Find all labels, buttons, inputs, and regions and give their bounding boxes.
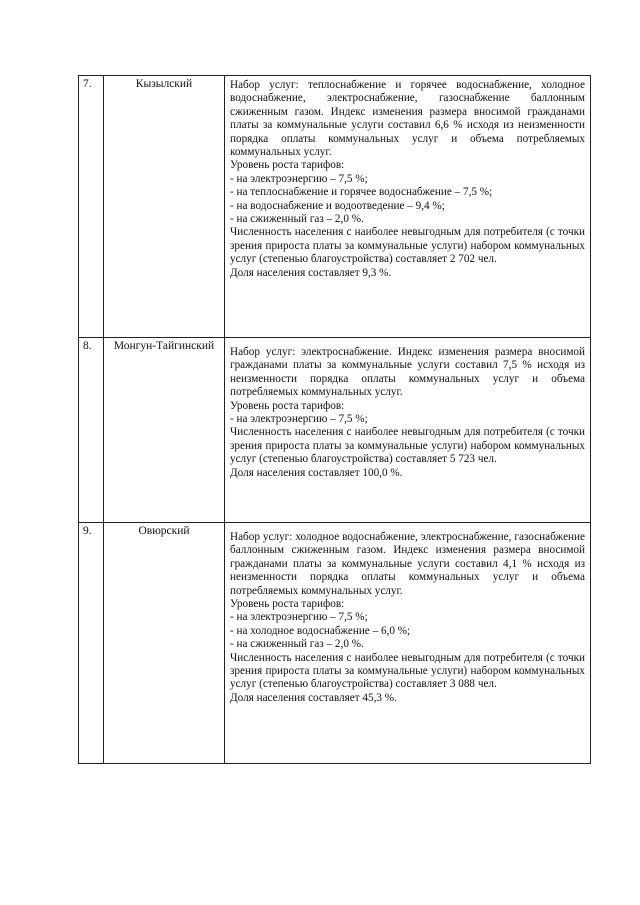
tariff-heading: Уровень роста тарифов:	[230, 598, 345, 611]
district-name: Овюрский	[104, 523, 225, 764]
population-text: Численность населения с наиболее невыгодным для потребителя (с точки зрения прироста платы за коммунальные услуги) набором коммунальных услуг (степенью благоустройства) составляет 3 088 чел.	[230, 651, 585, 691]
table-row	[79, 523, 591, 764]
tariff-item: - на водоснабжение и водоотведение – 9,4 %;	[230, 199, 445, 212]
services-text: Набор услуг: холодное водоснабжение, электроснабжение, газоснабжение баллонным сжиженным газом. Индекс изменения размера вносимой гражданами платы за коммунальные услуги составил 4,1 % исходя из неизменности порядка оплаты коммунальных услуг и объема потребляемых коммунальных услуг.	[230, 531, 585, 597]
population-text: Численность населения с наиболее невыгодным для потребителя (с точки зрения прироста платы за коммунальные услуги) набором коммунальных услуг (степенью благоустройства) составляет 2 702 чел.	[230, 226, 585, 266]
row-number: 8.	[79, 338, 104, 523]
population-share: Доля населения составляет 45,3 %.	[230, 691, 397, 704]
tariff-heading: Уровень роста тарифов:	[230, 159, 345, 172]
population-text: Численность населения с наиболее невыгодным для потребителя (с точки зрения прироста платы за коммунальные услуги) набором коммунальных услуг (степенью благоустройства) составляет 5 723 чел.	[230, 426, 585, 466]
tariff-table	[78, 75, 591, 764]
district-name: Монгун-Тайгинский	[104, 338, 225, 523]
tariff-item: - на электроэнергию – 7,5 %;	[230, 611, 368, 624]
tariff-item: - на электроэнергию – 7,5 %;	[230, 172, 368, 185]
tariff-item: - на электроэнергию – 7,5 %;	[230, 413, 368, 426]
tariff-heading: Уровень роста тарифов:	[230, 399, 345, 412]
row-description	[225, 76, 591, 338]
table-row	[79, 76, 591, 338]
services-text: Набор услуг: электроснабжение. Индекс изменения размера вносимой гражданами платы за коммунальные услуги составил 7,5 % исходя из неизменности порядка оплаты коммунальных услуг и объема потребляемых коммунальных услуг.	[230, 346, 585, 399]
row-description	[225, 338, 591, 523]
services-text: Набор услуг: теплоснабжение и горячее водоснабжение, холодное водоснабжение, электроснабжение, газоснабжение баллонным сжиженным газом. Индекс изменения размера вносимой гражданами платы за коммунальные услуги составил 6,6 % исходя из неизменности порядка оплаты коммунальных услуг и объема потребляемых коммунальных услуг.	[230, 79, 585, 159]
row-number: 7.	[79, 76, 104, 338]
population-share: Доля населения составляет 100,0 %.	[230, 466, 403, 479]
district-name: Кызылский	[104, 76, 225, 338]
tariff-item: - на холодное водоснабжение – 6,0 %;	[230, 624, 411, 637]
tariff-item: - на сжиженный газ – 2,0 %.	[230, 213, 364, 226]
row-number: 9.	[79, 523, 104, 764]
row-description	[225, 523, 591, 764]
tariff-item: - на теплоснабжение и горячее водоснабжение – 7,5 %;	[230, 186, 493, 199]
table-row	[79, 338, 591, 523]
tariff-item: - на сжиженный газ – 2,0 %.	[230, 638, 364, 651]
population-share: Доля населения составляет 9,3 %.	[230, 266, 392, 279]
